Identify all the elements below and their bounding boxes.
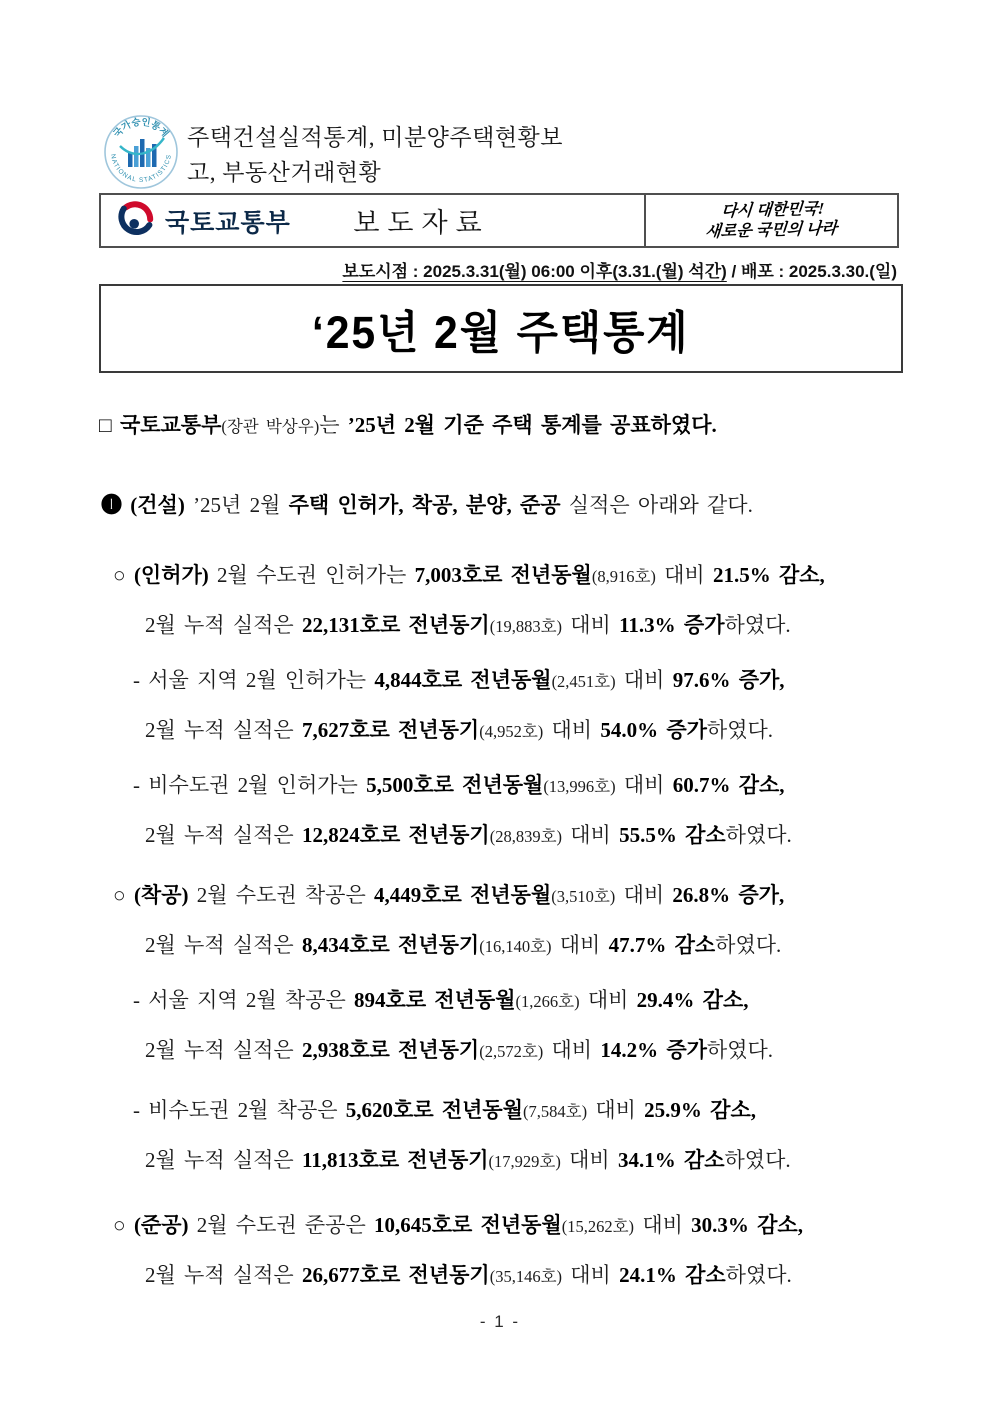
- paragraph-line: ○ (인허가) 2월 수도권 인허가는 7,003호로 전년동월(8,916호) 대비 21.5% 감소,: [113, 563, 825, 587]
- paragraph-line: 2월 누적 실적은 26,677호로 전년동기(35,146호) 대비 24.1% 감소하였다.: [145, 1263, 792, 1287]
- paragraph-line: 2월 누적 실적은 22,131호로 전년동기(19,883호) 대비 11.3% 증가하였다.: [145, 613, 791, 637]
- government-slogan-box: [644, 195, 897, 246]
- release-timing-line: [342, 257, 897, 282]
- ministry-name: 국토교통부: [165, 208, 291, 237]
- svg-text:NATIONAL STATISTICS: NATIONAL STATISTICS: [108, 153, 173, 185]
- statistics-note: [103, 114, 587, 190]
- paragraph-line: ○ (준공) 2월 수도권 준공은 10,645호로 전년동월(15,262호) 대비 30.3% 감소,: [113, 1213, 803, 1237]
- government-slogan: [704, 199, 839, 243]
- statistics-note-text: 주택건설실적통계, 미분양주택현황보고, 부동산거래현황: [187, 125, 563, 185]
- paragraph-permits-nonmetro: [99, 760, 909, 860]
- paragraph-line: ○ (착공) 2월 수도권 착공은 4,449호로 전년동월(3,510호) 대비 26.8% 증가,: [113, 883, 785, 907]
- paragraph-line: □ 국토교통부(장관 박상우)는 ’25년 2월 기준 주택 통계를 공표하였다.: [99, 413, 717, 437]
- press-header-box: [99, 193, 899, 248]
- page-number: - 1 -: [479, 1312, 521, 1331]
- paragraph-line: 2월 누적 실적은 7,627호로 전년동기(4,952호) 대비 54.0% 증가하였다.: [145, 718, 774, 742]
- paragraph-announcement: [99, 400, 909, 450]
- distribution-text: / 배포 : 2025.3.30.(일): [726, 262, 897, 281]
- title-box: [99, 284, 903, 373]
- paragraph-permits-metro: [99, 550, 909, 650]
- paragraph-starts-metro: [99, 870, 909, 970]
- paragraph-starts-seoul: [99, 975, 909, 1075]
- paragraph-permits-seoul: [99, 655, 909, 755]
- paragraph-line: 2월 누적 실적은 11,813호로 전년동기(17,929호) 대비 34.1% 감소하였다.: [145, 1148, 791, 1172]
- paragraph-completions-metro: [99, 1200, 909, 1300]
- paragraph-starts-nonmetro: [99, 1085, 909, 1185]
- doc-type-label: 보도자료: [353, 208, 490, 238]
- paragraph-construction-overview: [99, 480, 909, 530]
- paragraph-line: 2월 누적 실적은 12,824호로 전년동기(28,839호) 대비 55.5% 감소하였다.: [145, 823, 792, 847]
- slogan-line-2: 새로운 국민의 나라: [704, 219, 838, 241]
- slogan-line-1: 다시 대한민국!: [720, 200, 825, 220]
- paragraph-line: - 서울 지역 2월 인허가는 4,844호로 전년동월(2,451호) 대비 97.6% 증가,: [133, 668, 785, 692]
- svg-text:국가승인통계: 국가승인통계: [111, 116, 171, 140]
- paragraph-line: ❶ (건설) ’25년 2월 주택 인허가, 착공, 분양, 준공 실적은 아래와 같다.: [101, 493, 753, 517]
- paragraph-line: - 서울 지역 2월 착공은 894호로 전년동월(1,266호) 대비 29.4% 감소,: [133, 988, 749, 1012]
- page-title: ‘25년 2월 주택통계: [312, 307, 690, 358]
- paragraph-line: - 비수도권 2월 인허가는 5,500호로 전년동월(13,996호) 대비 60.7% 감소,: [133, 773, 785, 797]
- paragraph-line: 2월 누적 실적은 2,938호로 전년동기(2,572호) 대비 14.2% 증가하였다.: [145, 1038, 774, 1062]
- paragraph-line: - 비수도권 2월 착공은 5,620호로 전년동월(7,584호) 대비 25.9% 감소,: [133, 1098, 756, 1122]
- national-statistics-badge-icon: [103, 114, 179, 190]
- document-body: [99, 400, 909, 1300]
- paragraph-line: 2월 누적 실적은 8,434호로 전년동기(16,140호) 대비 47.7% 감소하였다.: [145, 933, 782, 957]
- embargo-text: 보도시점 : 2025.3.31(월) 06:00 이후(3.31.(월) 석간): [342, 262, 727, 281]
